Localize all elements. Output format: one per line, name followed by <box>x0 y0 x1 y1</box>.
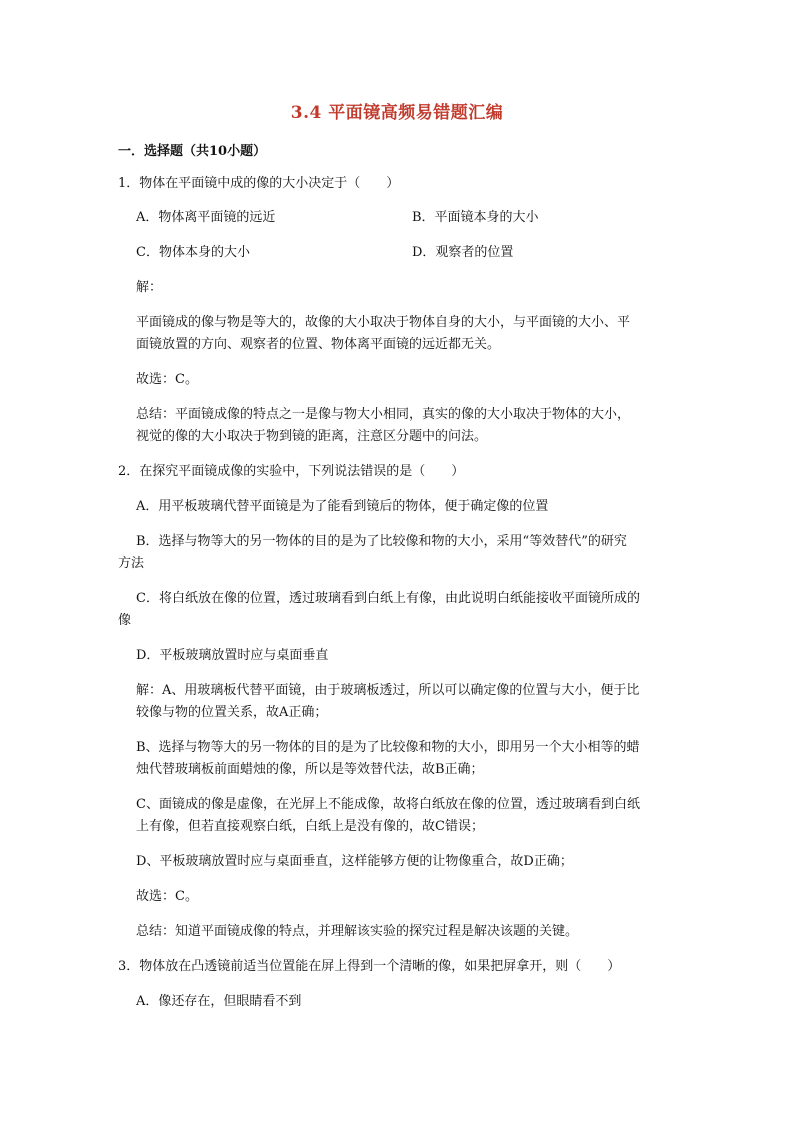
question-2-option-d: D．平板玻璃放置时应与桌面垂直 <box>136 648 329 663</box>
section-heading: 一．选择题（共10小题） <box>118 144 267 159</box>
summary-line: 总结：平面镜成像的特点之一是像与物大小相同，真实的像的大小取决于物体的大小， <box>136 407 631 422</box>
question-2-stem: 2．在探究平面镜成像的实验中，下列说法错误的是（ ） <box>118 464 465 479</box>
question-2-solution-b <box>136 737 676 781</box>
question-2-solution-a <box>136 680 676 724</box>
question-1-option-a: A．物体离平面镜的远近 <box>136 210 276 225</box>
question-1-stem: 1．物体在平面镜中成的像的大小决定于（ ） <box>118 176 400 191</box>
explanation-line: 平面镜成的像与物是等大的，故像的大小取决于物体自身的大小，与平面镜的大小、平 <box>136 315 631 330</box>
question-1-answer: 故选：C。 <box>136 372 198 387</box>
question-1-option-d: D．观察者的位置 <box>412 245 514 260</box>
option-line: C．将白纸放在像的位置，透过玻璃看到白纸上有像，由此说明白纸能接收平面镜所成的 <box>136 591 640 606</box>
option-line: B．选择与物等大的另一物体的目的是为了比较像和物的大小，采用“等效替代”的研究 <box>136 534 627 549</box>
question-2-answer: 故选：C。 <box>136 889 198 904</box>
solution-line: 较像与物的位置关系，故A正确； <box>136 705 328 720</box>
question-2-solution-c <box>136 794 676 838</box>
question-2-option-b <box>118 531 676 575</box>
solution-line: 烛代替玻璃板前面蜡烛的像，所以是等效替代法，故B正确； <box>136 762 484 777</box>
option-line: 像 <box>118 613 132 628</box>
explanation-line: 面镜放置的方向、观察者的位置、物体离平面镜的远近都无关。 <box>136 337 501 352</box>
question-1-solution-label: 解： <box>136 280 163 295</box>
summary-line: 视觉的像的大小取决于物到镜的距离，注意区分题中的问法。 <box>136 429 488 444</box>
question-2-solution-d: D、平板玻璃放置时应与桌面垂直，这样能够方便的让物像重合，故D正确； <box>136 854 573 869</box>
question-2-option-a: A．用平板玻璃代替平面镜是为了能看到镜后的物体，便于确定像的位置 <box>136 499 549 514</box>
question-3-option-a: A．像还存在，但眼睛看不到 <box>136 994 302 1009</box>
solution-line: 上有像，但若直接观察白纸，白纸上是没有像的，故C错误； <box>136 819 484 834</box>
question-1-option-c: C．物体本身的大小 <box>136 245 250 260</box>
solution-line: 解：A、用玻璃板代替平面镜，由于玻璃板透过，所以可以确定像的位置与大小，便于比 <box>136 683 640 698</box>
solution-line: C、面镜成的像是虚像，在光屏上不能成像，故将白纸放在像的位置，透过玻璃看到白纸 <box>136 797 640 812</box>
question-2-option-c <box>118 588 676 632</box>
question-2-summary: 总结：知道平面镜成像的特点，并理解该实验的探究过程是解决该题的关键。 <box>136 924 579 939</box>
page-title: 3.4 平面镜高频易错题汇编 <box>290 103 504 123</box>
question-3-stem: 3．物体放在凸透镜前适当位置能在屏上得到一个清晰的像，如果把屏拿开，则（ ） <box>118 959 621 974</box>
option-line: 方法 <box>118 556 145 571</box>
question-1-explanation <box>136 312 676 356</box>
question-1-option-b: B．平面镜本身的大小 <box>412 210 539 225</box>
solution-line: B、选择与物等大的另一物体的目的是为了比较像和物的大小，即用另一个大小相等的蜡 <box>136 740 640 755</box>
question-1-summary <box>136 404 676 448</box>
